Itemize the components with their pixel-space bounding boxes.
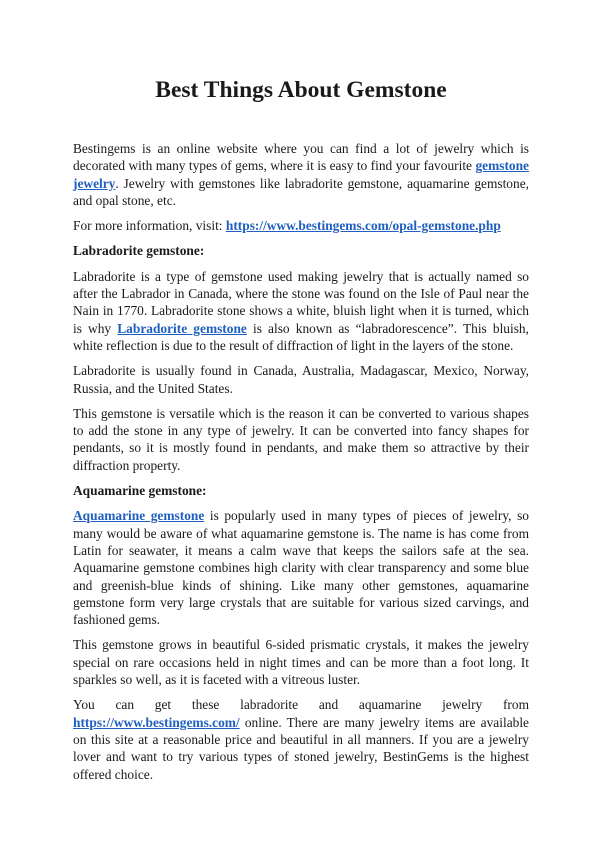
opal-gemstone-link[interactable]: https://www.bestingems.com/opal-gemstone.php: [225, 218, 501, 234]
labradorite-heading: Labradorite gemstone:: [73, 243, 205, 259]
labradorite-p1-after: is also known as “labradorescence”. This bluish, white reflection is due to the result of diffraction of light in the layers of the stone.: [73, 320, 529, 353]
aquamarine-paragraph-2: This gemstone grows in beautiful 6-sided prismatic crystals, it makes the jewelry special on rare occasions held in night times and can be more than a foot long. It sparkles so well, as it is faceted with a vitreous luster.: [73, 637, 529, 688]
intro-paragraph: [73, 140, 529, 209]
aquamarine-p3-before: You can get these labradorite and aquamarine jewelry from: [73, 697, 529, 713]
labradorite-paragraph-3: This gemstone is versatile which is the reason it can be converted to various shapes to add the stone in any type of jewelry. It can be converted into fancy shapes for pendants, so it is mostly found in pendants, and make them so attractive by their diffraction property.: [73, 405, 529, 473]
aquamarine-paragraph-1: [73, 507, 529, 628]
page-title: Best Things About Gemstone: [155, 77, 447, 103]
aquamarine-heading: Aquamarine gemstone:: [73, 483, 207, 499]
article-body: [73, 140, 529, 783]
aquamarine-paragraph-3: [73, 696, 529, 782]
labradorite-p1-before: Labradorite is a type of gemstone used making jewelry that is actually named so after the Labrador in Canada, where the stone was found on the Isle of Paul near the Nain in 1770. Labradorite stone shows a white, bluish light when it is turned, which is why: [73, 268, 529, 336]
intro-text-before: Bestingems is an online website where you can find a lot of jewelry which is decorated with many types of gems, where it is easy to find your favourite: [73, 141, 529, 174]
labradorite-gemstone-link[interactable]: Labradorite gemstone: [117, 320, 247, 336]
labradorite-paragraph-1: [73, 268, 529, 354]
gemstone-jewelry-link[interactable]: gemstone jewelry: [73, 158, 529, 191]
labradorite-paragraph-2: Labradorite is usually found in Canada, Australia, Madagascar, Mexico, Norway, Russia, and the United States.: [73, 363, 529, 396]
aquamarine-p1-after: is popularly used in many types of pieces of jewelry, so many would be aware of what aquamarine gemstone is. The name is has come from Latin for seawater, it means a calm wave that keeps the sailors safe at the sea. Aquamarine gemstone combines high clarity with clear transparency and some blue and greenish-blue kinds of shining. Like many other gemstones, aquamarine gemstone form very large crystals that are suitable for various sized carvings, and fashioned gems.: [73, 508, 529, 628]
bestingems-home-link[interactable]: https://www.bestingems.com/: [73, 714, 240, 730]
more-info-paragraph: [73, 217, 529, 234]
aquamarine-gemstone-link[interactable]: Aquamarine gemstone: [73, 508, 205, 524]
intro-text-after: . Jewelry with gemstones like labradorite gemstone, aquamarine gemstone, and opal stone, etc.: [73, 175, 529, 208]
more-info-label: For more information, visit:: [73, 218, 226, 234]
aquamarine-p3-after: online. There are many jewelry items are available on this site at a reasonable price and beautiful in all manners. If you are a jewelry lover and want to try various types of stoned jewelry, BestinGems is the highest offered choice.: [73, 714, 529, 782]
